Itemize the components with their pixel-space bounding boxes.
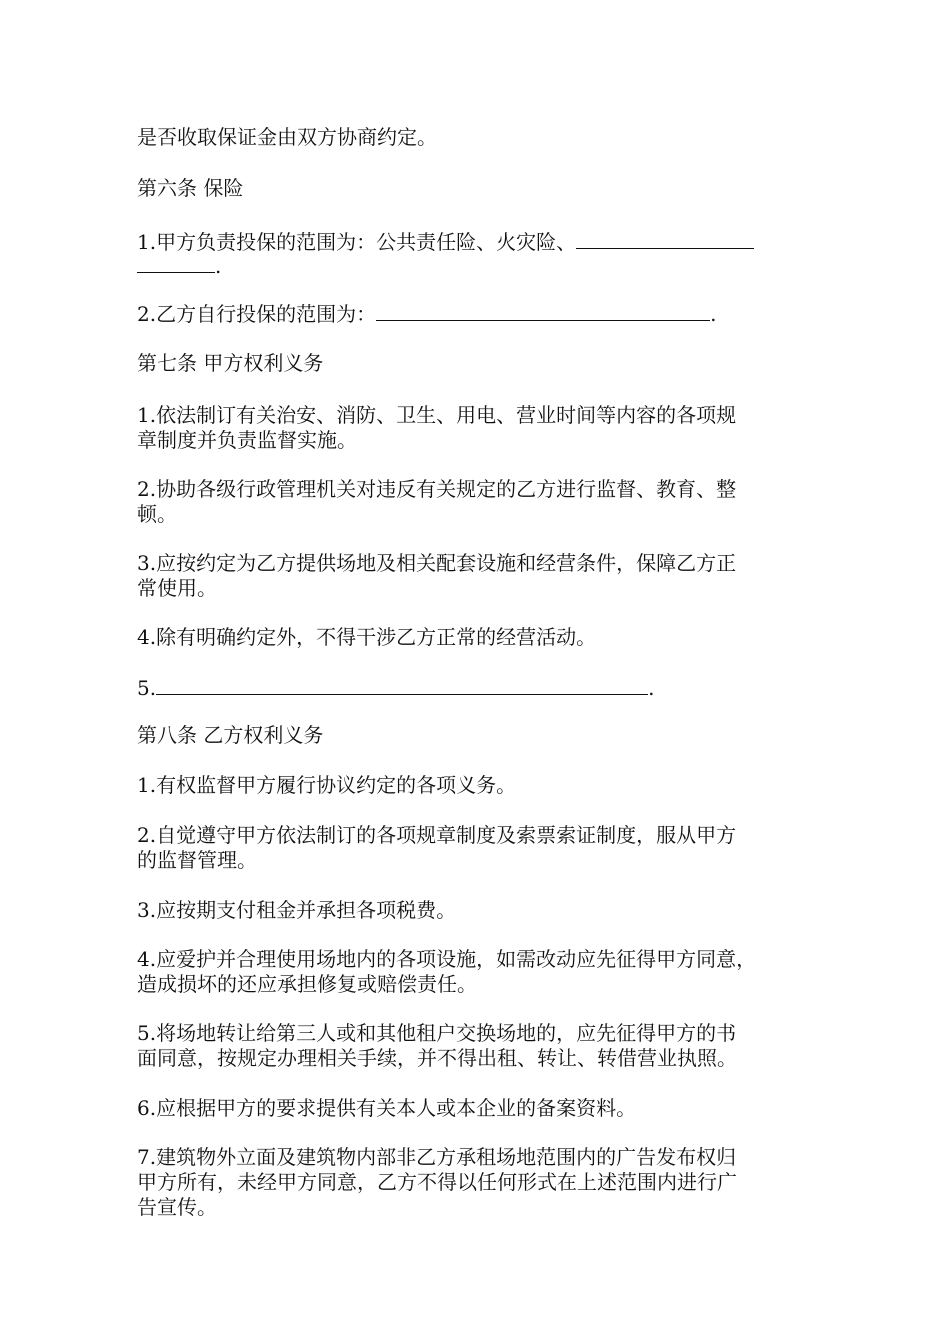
paragraph-line: 面同意，按规定办理相关手续，并不得出租、转让、转借营业执照。 <box>137 1046 737 1070</box>
paragraph-line <box>137 228 754 256</box>
paragraph-line: 3.应按约定为乙方提供场地及相关配套设施和经营条件，保障乙方正 <box>137 551 737 575</box>
paragraph-line: 7.建筑物外立面及建筑物内部非乙方承租场地范围内的广告发布权归 <box>137 1145 737 1169</box>
paragraph-text: 2.乙方自行投保的范围为： <box>137 302 377 326</box>
paragraph-line: 告宣传。 <box>137 1195 217 1219</box>
paragraph-line: 造成损坏的还应承担修复或赔偿责任。 <box>137 972 477 996</box>
paragraph-line: 顿。 <box>137 502 177 526</box>
paragraph-line: 常使用。 <box>137 576 217 600</box>
paragraph-line: 1.有权监督甲方履行协议约定的各项义务。 <box>137 773 517 797</box>
paragraph-line: 3.应按期支付租金并承担各项税费。 <box>137 898 457 922</box>
fill-in-blank <box>576 228 754 249</box>
paragraph-text: 5. <box>137 676 157 700</box>
paragraph-line: 2.协助各级行政管理机关对违反有关规定的乙方进行监督、教育、整 <box>137 477 737 501</box>
paragraph-line: 4.除有明确约定外，不得干涉乙方正常的经营活动。 <box>137 625 597 649</box>
period-mark: . <box>648 676 655 700</box>
paragraph-line: 甲方所有，未经甲方同意，乙方不得以任何形式在上述范围内进行广 <box>137 1170 737 1194</box>
article-heading: 第八条 乙方权利义务 <box>137 723 324 747</box>
period-mark: . <box>215 254 222 278</box>
paragraph-line: 的监督管理。 <box>137 848 257 872</box>
paragraph-line: 是否收取保证金由双方协商约定。 <box>137 125 437 149</box>
paragraph-line: 章制度并负责监督实施。 <box>137 428 357 452</box>
fill-in-blank <box>376 300 710 321</box>
paragraph-text: 1.甲方负责投保的范围为：公共责任险、火灾险、 <box>137 230 577 254</box>
paragraph-line <box>137 674 654 702</box>
paragraph-line: 1.依法制订有关治安、消防、卫生、用电、营业时间等内容的各项规 <box>137 403 737 427</box>
paragraph-line: 4.应爱护并合理使用场地内的各项设施，如需改动应先征得甲方同意， <box>137 947 757 971</box>
fill-in-blank <box>156 674 648 695</box>
paragraph-line: 2.自觉遵守甲方依法制订的各项规章制度及索票索证制度，服从甲方 <box>137 823 737 847</box>
article-heading: 第七条 甲方权利义务 <box>137 351 324 375</box>
article-heading: 第六条 保险 <box>137 176 244 200</box>
fill-in-blank <box>137 252 215 273</box>
paragraph-line <box>137 252 221 280</box>
paragraph-line: 5.将场地转让给第三人或和其他租户交换场地的，应先征得甲方的书 <box>137 1021 737 1045</box>
paragraph-line: 6.应根据甲方的要求提供有关本人或本企业的备案资料。 <box>137 1096 637 1120</box>
paragraph-line <box>137 300 716 328</box>
period-mark: . <box>710 302 717 326</box>
